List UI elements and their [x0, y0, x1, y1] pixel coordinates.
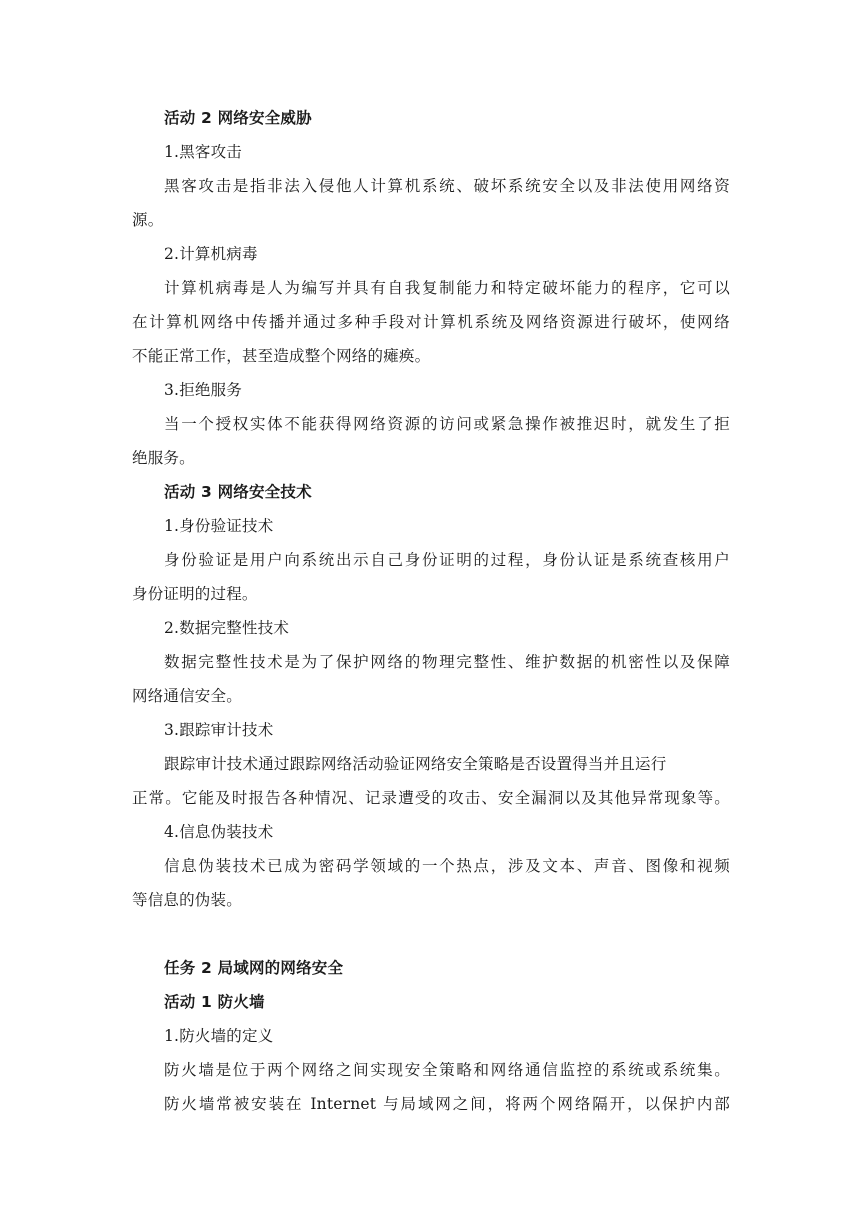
paragraph-line: 防火墙是位于两个网络之间实现安全策略和网络通信监控的系统或系统集。 [164, 1061, 730, 1079]
task-2-heading: 任务 2 局域网的网络安全 [164, 959, 344, 977]
paragraph-line: 不能正常工作，甚至造成整个网络的瘫痪。 [132, 347, 431, 365]
paragraph-line: 源。 [132, 211, 164, 229]
paragraph-line: 身份验证是用户向系统出示自己身份证明的过程，身份认证是系统查核用户 [164, 551, 730, 569]
item-title-computer-virus: 2.计算机病毒 [164, 245, 258, 263]
item-title-audit-tracking: 3.跟踪审计技术 [164, 721, 274, 739]
paragraph-line: 在计算机网络中传播并通过多种手段对计算机系统及网络资源进行破坏，使网络 [132, 313, 730, 331]
paragraph-line: 信息伪装技术已成为密码学领域的一个热点，涉及文本、声音、图像和视频 [164, 857, 730, 875]
item-title-data-integrity: 2.数据完整性技术 [164, 619, 290, 637]
item-title-information-hiding: 4.信息伪装技术 [164, 823, 274, 841]
item-title-authentication: 1.身份验证技术 [164, 517, 274, 535]
item-title-denial-of-service: 3.拒绝服务 [164, 381, 242, 399]
paragraph-line: 黑客攻击是指非法入侵他人计算机系统、破坏系统安全以及非法使用网络资 [164, 177, 730, 195]
activity-2-heading: 活动 2 网络安全威胁 [164, 109, 312, 127]
paragraph-line: 防火墙常被安装在 Internet 与局域网之间，将两个网络隔开，以保护内部 [164, 1095, 730, 1113]
activity-3-heading: 活动 3 网络安全技术 [164, 483, 312, 501]
paragraph-line: 数据完整性技术是为了保护网络的物理完整性、维护数据的机密性以及保障 [164, 653, 730, 671]
paragraph-line: 等信息的伪装。 [132, 891, 242, 909]
activity-1-heading: 活动 1 防火墙 [164, 993, 265, 1011]
paragraph-line: 跟踪审计技术通过跟踪网络活动验证网络安全策略是否设置得当并且运行 [164, 755, 667, 773]
paragraph-line: 当一个授权实体不能获得网络资源的访问或紧急操作被推迟时，就发生了拒 [164, 415, 730, 433]
paragraph-line: 正常。它能及时报告各种情况、记录遭受的攻击、安全漏洞以及其他异常现象等。 [132, 789, 730, 807]
paragraph-line: 网络通信安全。 [132, 687, 242, 705]
paragraph-line: 计算机病毒是人为编写并具有自我复制能力和特定破坏能力的程序，它可以 [164, 279, 730, 297]
item-title-hacker-attack: 1.黑客攻击 [164, 143, 242, 161]
item-title-firewall-definition: 1.防火墙的定义 [164, 1027, 274, 1045]
paragraph-line: 绝服务。 [132, 449, 195, 467]
document-page [132, 101, 730, 1121]
paragraph-line: 身份证明的过程。 [132, 585, 258, 603]
section-spacer [132, 917, 730, 951]
